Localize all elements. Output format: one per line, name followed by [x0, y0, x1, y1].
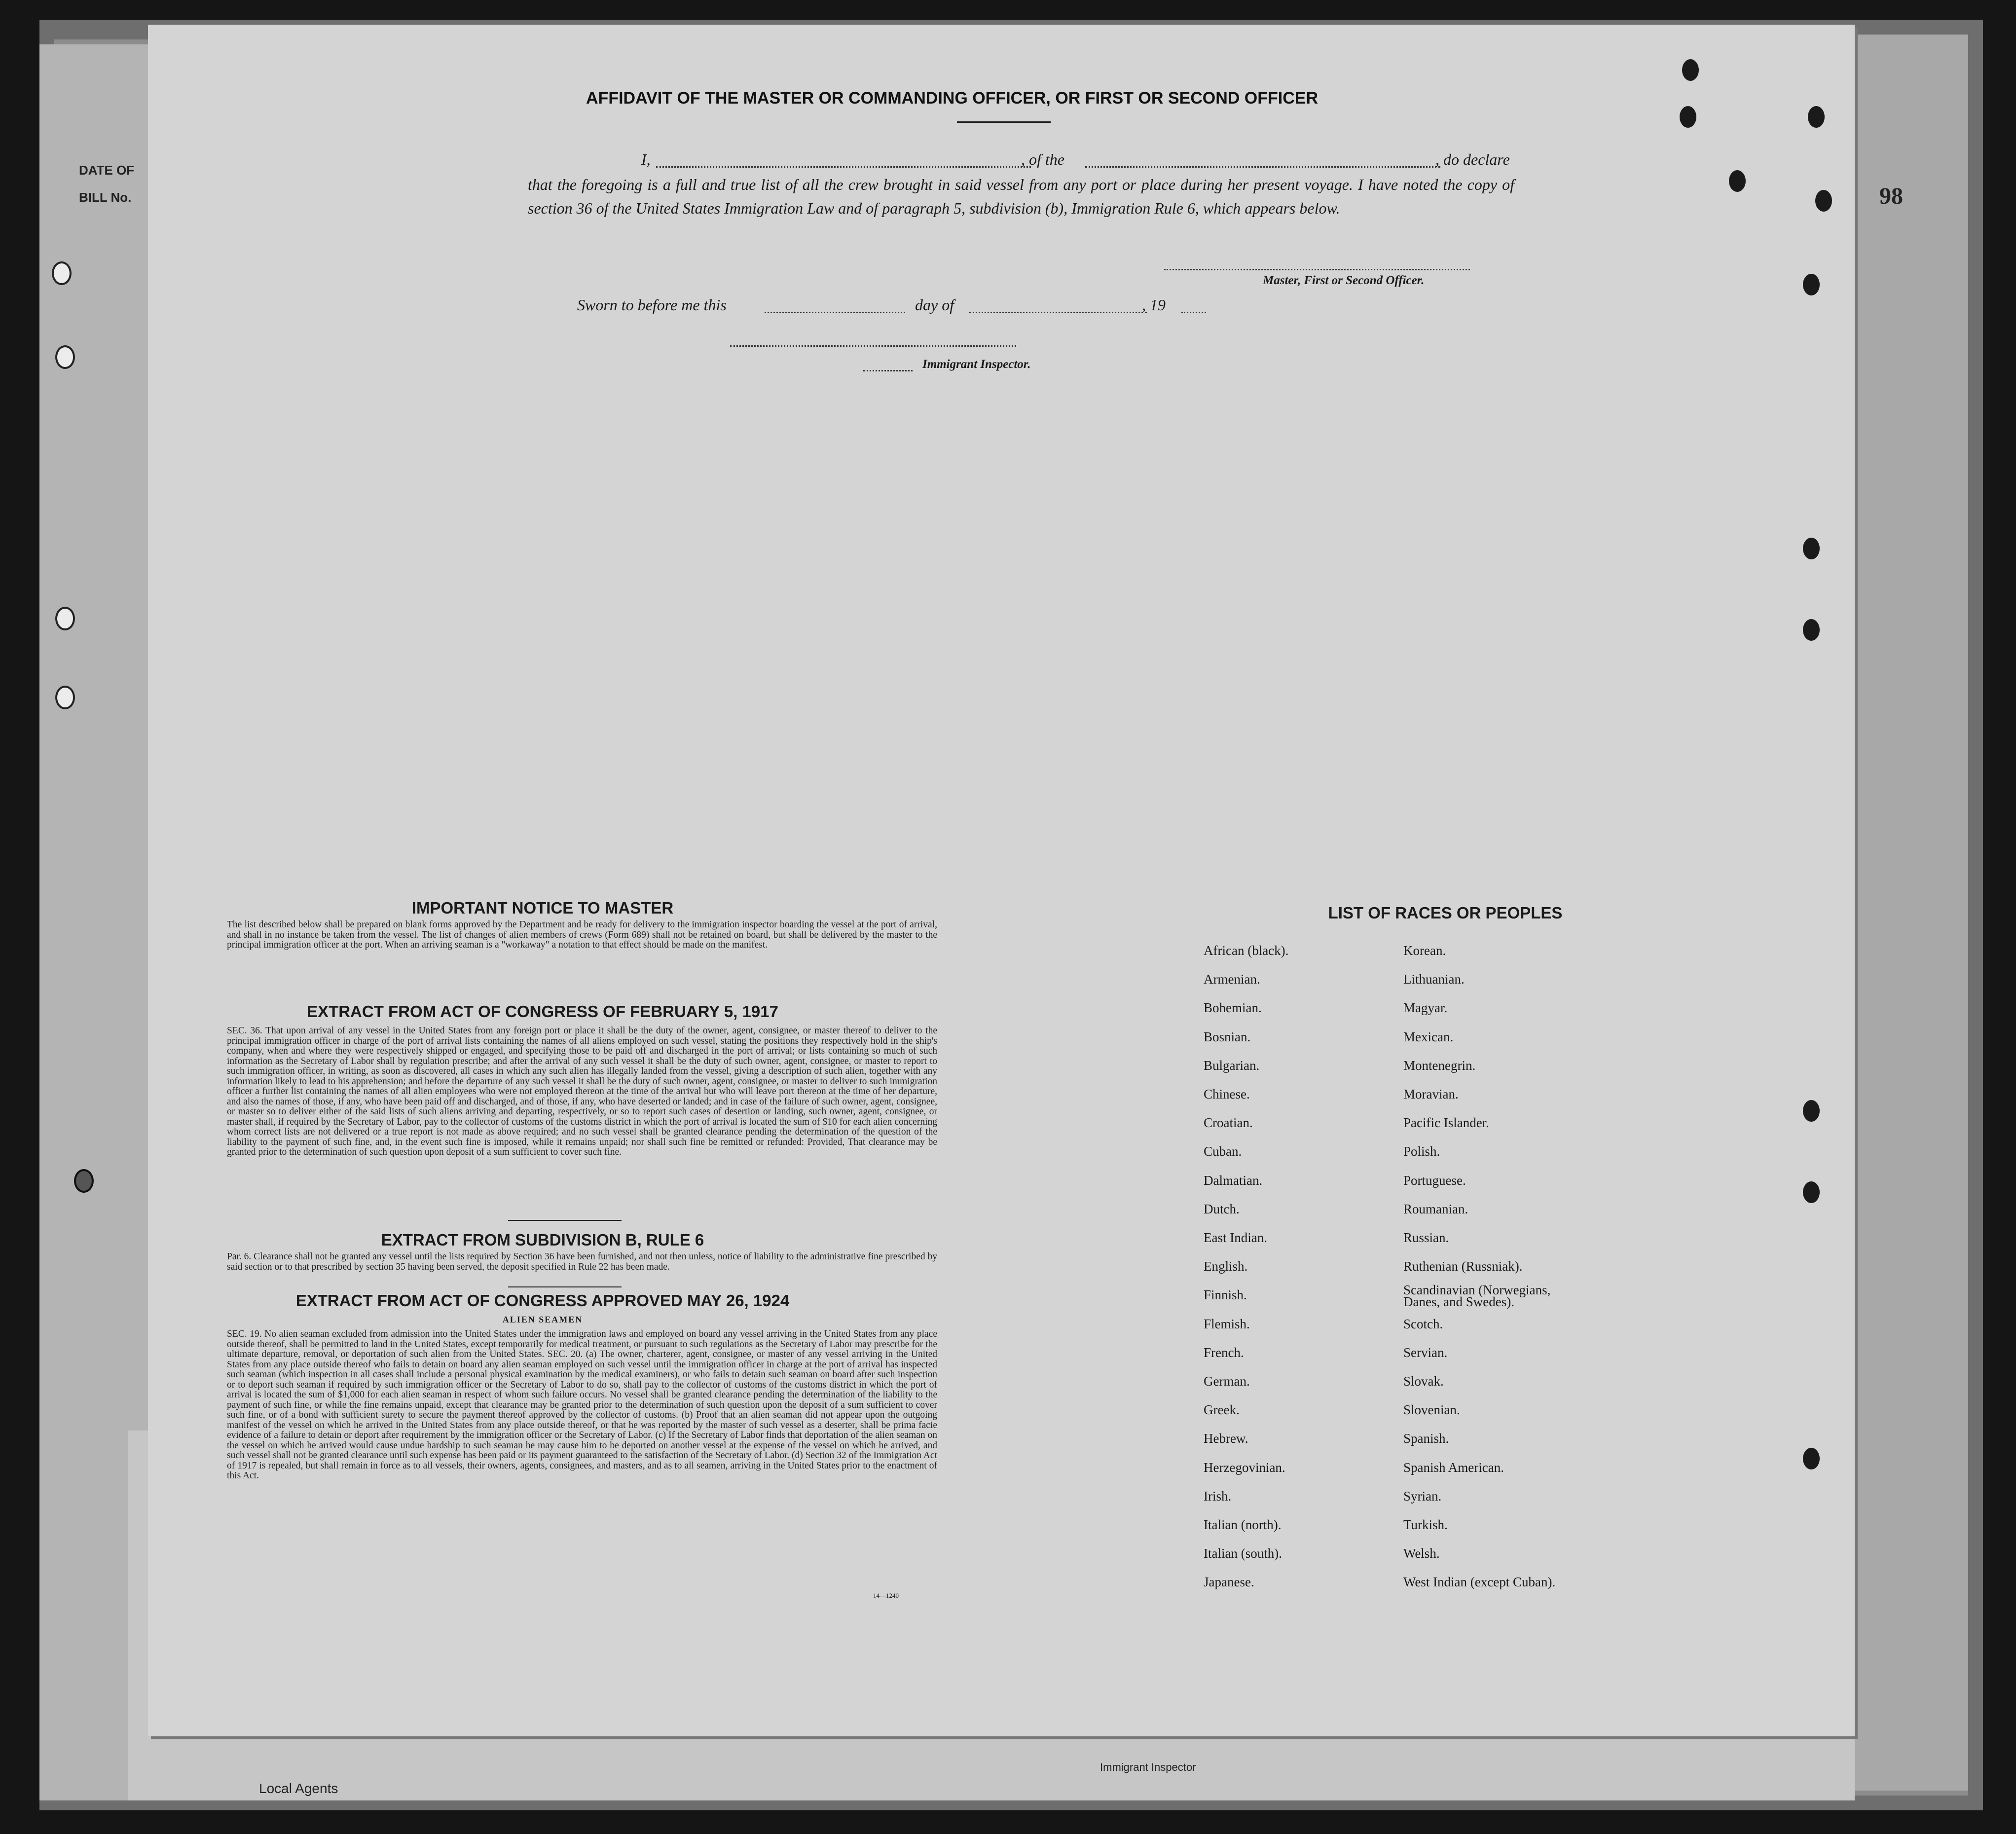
punch-hole-icon	[1803, 1448, 1820, 1469]
punch-hole-icon	[1729, 170, 1746, 192]
punch-hole-icon	[1808, 106, 1825, 128]
extract2-title: EXTRACT FROM SUBDIVISION B, RULE 6	[381, 1231, 704, 1249]
punch-hole-icon	[1803, 1100, 1820, 1122]
race-item: Spanish American.	[1403, 1460, 1504, 1475]
bill-no-label: BILL No.	[79, 190, 132, 205]
race-item: Bohemian.	[1204, 1000, 1262, 1016]
affidavit-title: AFFIDAVIT OF THE MASTER OR COMMANDING OFFICER, OR FIRST OR SECOND OFFICER	[586, 89, 1318, 108]
extract3-subtitle: ALIEN SEAMEN	[502, 1315, 583, 1324]
extract1-title: EXTRACT FROM ACT OF CONGRESS OF FEBRUARY 5, 1917	[307, 1002, 778, 1021]
race-item: Portuguese.	[1403, 1173, 1466, 1188]
race-item: Welsh.	[1403, 1546, 1440, 1561]
race-item: Spanish.	[1403, 1431, 1449, 1446]
sworn-day-line	[765, 312, 905, 313]
race-item: Roumanian.	[1403, 1201, 1468, 1216]
race-item: East Indian.	[1204, 1230, 1267, 1245]
race-item: Chinese.	[1204, 1087, 1250, 1101]
race-item: Mexican.	[1403, 1029, 1454, 1044]
race-item: Dalmatian.	[1204, 1173, 1263, 1188]
section-rule	[508, 1220, 622, 1221]
race-item: Scotch.	[1403, 1316, 1443, 1331]
race-item: Russian.	[1403, 1230, 1449, 1245]
race-item: Ruthenian (Russniak).	[1403, 1259, 1523, 1274]
punch-hole-icon	[1803, 619, 1820, 641]
sworn-day-of: day of	[915, 296, 954, 314]
binder-hole-icon	[55, 345, 75, 369]
bottom-inspector-label: Immigrant Inspector	[1100, 1761, 1196, 1773]
race-item: Japanese.	[1204, 1575, 1254, 1590]
punch-hole-icon	[1803, 274, 1820, 295]
race-item: Croatian.	[1204, 1115, 1253, 1131]
race-item: Greek.	[1204, 1402, 1240, 1418]
race-item: African (black).	[1204, 943, 1289, 958]
race-item: Italian (north).	[1204, 1517, 1282, 1532]
race-item: Dutch.	[1204, 1201, 1240, 1216]
notice-text: The list described below shall be prepared on blank forms approved by the Department and be ready for delivery to the immigration inspector boarding the vessel at the port of arrival, and shall in no instance be taken from the vessel. The list of changes of alien members of crews (Form 689) shall not be retained on board, but shall be delivered by the master to the principal immigration officer at the port. When an arriving seaman is a "workaway" a notation to that effect should be made on the manifest.	[227, 919, 937, 950]
race-item: Bosnian.	[1204, 1029, 1251, 1044]
race-item: Montenegrin.	[1403, 1058, 1476, 1073]
race-item: Slovak.	[1403, 1374, 1444, 1389]
extract1-text: SEC. 36. That upon arrival of any vessel in the United States from any foreign port or place it shall be the duty of the owner, agent, consignee, or master thereof to deliver to the principal immigration officer in charge of the port of arrival lists containing the names of all aliens employed on such vessel, stating the positions they respectively hold in the ship's company, when and where they were respectively shipped or engaged, and specifying those to be paid off and discharged in the port of arrival; or lists containing so much of such information as the Secretary of Labor shall by regulation prescribe; and after the arrival of any such vessel it shall be the duty of such owner, agent, consignee, or master to report to such immigration officer, in writing, as soon as discovered, all cases in which any such alien has illegally landed from the vessel, giving a description of such alien, together with any information likely to lead to his apprehension; and before the departure of any such vessel it shall be the duty of such owner, agent, consignee, or master to deliver to such immigration officer a further list containing the names of all alien employees who were not employed thereon at the time of the arrival but who will leave port thereon at the time of her departure, and also the names of those, if any, who have been paid off and discharged, and of those, if any, who have deserted or landed; and in case of the failure of such owner, agent, consignee, or master so to deliver either of the said lists of such aliens arriving and departing, respectively, or so to report such cases of desertion or landing, such owner, agent, consignee, or master shall, if required by the Secretary of Labor, pay to the collector of customs of the customs district in which the port of arrival is located the sum of $10 for each alien concerning whom correct lists are not delivered or a true report is not made as above required; and no such vessel shall be granted clearance pending the determination of the question of the liability to the payment of such fine, and, in the event such fine is imposed, while it remains unpaid; nor shall such fine be remitted or refunded: Provided, That clearance may be granted prior to the determination of such question upon deposit of a sum sufficient to cover such fine.	[227, 1026, 937, 1157]
inspector-label: Immigrant Inspector.	[922, 358, 1031, 371]
race-item: German.	[1204, 1374, 1250, 1389]
race-item: West Indian (except Cuban).	[1403, 1575, 1556, 1590]
title-rule	[957, 121, 1051, 123]
affidavit-form-sheet	[148, 25, 1855, 1736]
binder-hole-icon	[74, 1169, 94, 1193]
inspector-dotted-lead	[863, 370, 913, 371]
sworn-year: , 19	[1142, 296, 1166, 314]
inspector-signature-line	[730, 345, 1016, 347]
races-title: LIST OF RACES OR PEOPLES	[1328, 904, 1563, 922]
sworn-month-line	[969, 312, 1147, 313]
vessel-field-line	[1085, 166, 1440, 168]
race-item: Syrian.	[1403, 1488, 1442, 1504]
affidavit-paragraph: that the foregoing is a full and true list of all the crew brought in said vessel from any port or place during her present voyage. I have noted the copy of section 36 of the United States Immigration Law and of paragraph 5, subdivision (b), Immigration Rule 6, which appears below.	[528, 176, 1514, 217]
local-agents-label: Local Agents	[259, 1781, 338, 1796]
master-signature-label: Master, First or Second Officer.	[1263, 274, 1425, 287]
punch-hole-icon	[1680, 106, 1696, 128]
race-item: Bulgarian.	[1204, 1058, 1260, 1073]
race-item: Armenian.	[1204, 972, 1260, 987]
punch-hole-icon	[1803, 1181, 1820, 1203]
binder-hole-icon	[55, 686, 75, 709]
race-item: French.	[1204, 1345, 1244, 1360]
race-item: Pacific Islander.	[1403, 1115, 1489, 1131]
name-field-line	[656, 166, 1031, 168]
punch-hole-icon	[1803, 538, 1820, 559]
race-item: Hebrew.	[1204, 1431, 1248, 1446]
binder-hole-icon	[55, 607, 75, 630]
sworn-year-line	[1181, 312, 1206, 313]
race-item: Italian (south).	[1204, 1546, 1282, 1561]
section-rule	[508, 1286, 622, 1287]
line1-prefix: I,	[641, 150, 651, 168]
extract3-title: EXTRACT FROM ACT OF CONGRESS APPROVED MAY 26, 1924	[295, 1291, 790, 1310]
punch-hole-icon	[1682, 59, 1699, 81]
sworn-prefix: Sworn to before me this	[577, 296, 727, 314]
extract3-text: SEC. 19. No alien seaman excluded from admission into the United States under the immigration laws and employed on board any vessel arriving in the United States from any place outside thereof, shall be permitted to land in the United States, except temporarily for medical treatment, or pursuant to such regulations as the Secretary of Labor may prescribe for the ultimate departure, removal, or deportation of such alien from the United States. SEC. 20. (a) The owner, charterer, agent, consignee, or master of any vessel arriving in the United States from any place outside thereof who fails to detain on board any alien seaman employed on such vessel until the immigration officer in charge at the port of arrival has inspected such seaman (which inspection in all cases shall include a personal physical examination by the medical examiners), or who fails to detain such seaman on board after such inspection or to deport such seaman if required by such immigration officer or the Secretary of Labor to do so, shall pay to the collector of customs of the customs district in which the port of arrival is located the sum of $1,000 for each alien seaman in respect of whom such failure occurs. No vessel shall be granted clearance pending the determination of the liability to the payment of such fine, or while the fine remains unpaid, except that clearance may be granted prior to the determination of such question upon the deposit of a sum sufficient to cover such fine, or of a bond with sufficient surety to secure the payment thereof approved by the collector of customs. (b) Proof that an alien seaman did not appear upon the outgoing manifest of the vessel on which he arrived in the United States from any place outside thereof, or that he was reported by the master of such vessel as a deserter, shall be prima facie evidence of a failure to detain or deport after requirement by the immigration officer or the Secretary of Labor. (c) If the Secretary of Labor finds that deportation of the alien seaman on the vessel on which he arrived would cause undue hardship to such seaman he may cause him to be deported on another vessel at the expense of the vessel on which he arrived, and such vessel shall not be granted clearance until such expense has been paid or its payment guaranteed to the satisfaction of the Secretary of Labor. (d) Section 32 of the Immigration Act of 1917 is repealed, but shall remain in force as to all vessels, their owners, agents, consignees, and masters, and as to all seamen, arriving in the United States prior to the enactment of this Act.	[227, 1329, 937, 1481]
page-number: 98	[1879, 183, 1903, 209]
race-item: Slovenian.	[1403, 1402, 1460, 1418]
binder-hole-icon	[52, 261, 72, 285]
extract2-text: Par. 6. Clearance shall not be granted any vessel until the lists required by Section 36 have been furnished, and not then unless, notice of liability to the administrative fine prescribed by said section or to that prescribed by section 35 having been served, the deposit specified in Rule 22 has been made.	[227, 1251, 937, 1272]
line1-declare: , do declare	[1435, 150, 1510, 168]
race-item: Scandinavian (Norwegians, Danes, and Swedes).	[1403, 1283, 1551, 1310]
race-item: Magyar.	[1403, 1000, 1448, 1016]
race-item: Finnish.	[1204, 1287, 1247, 1303]
right-underlying-page	[1855, 35, 1968, 1791]
race-item: English.	[1204, 1259, 1248, 1274]
form-number: 14—1240	[873, 1592, 899, 1599]
race-item: Korean.	[1403, 943, 1446, 958]
race-item: Irish.	[1204, 1488, 1232, 1504]
punch-hole-icon	[1815, 190, 1832, 212]
race-item: Herzegovinian.	[1204, 1460, 1285, 1475]
race-item: Cuban.	[1204, 1144, 1242, 1159]
race-item: Servian.	[1403, 1345, 1448, 1360]
race-item: Flemish.	[1204, 1316, 1250, 1331]
race-item: Turkish.	[1403, 1517, 1448, 1532]
race-item: Lithuanian.	[1403, 972, 1465, 987]
race-item: Polish.	[1403, 1144, 1440, 1159]
line1-of-the: , of the	[1021, 150, 1064, 168]
race-item: Moravian.	[1403, 1087, 1459, 1101]
date-of-label: DATE OF	[79, 163, 135, 178]
master-signature-line	[1164, 269, 1470, 270]
notice-title: IMPORTANT NOTICE TO MASTER	[411, 899, 674, 917]
